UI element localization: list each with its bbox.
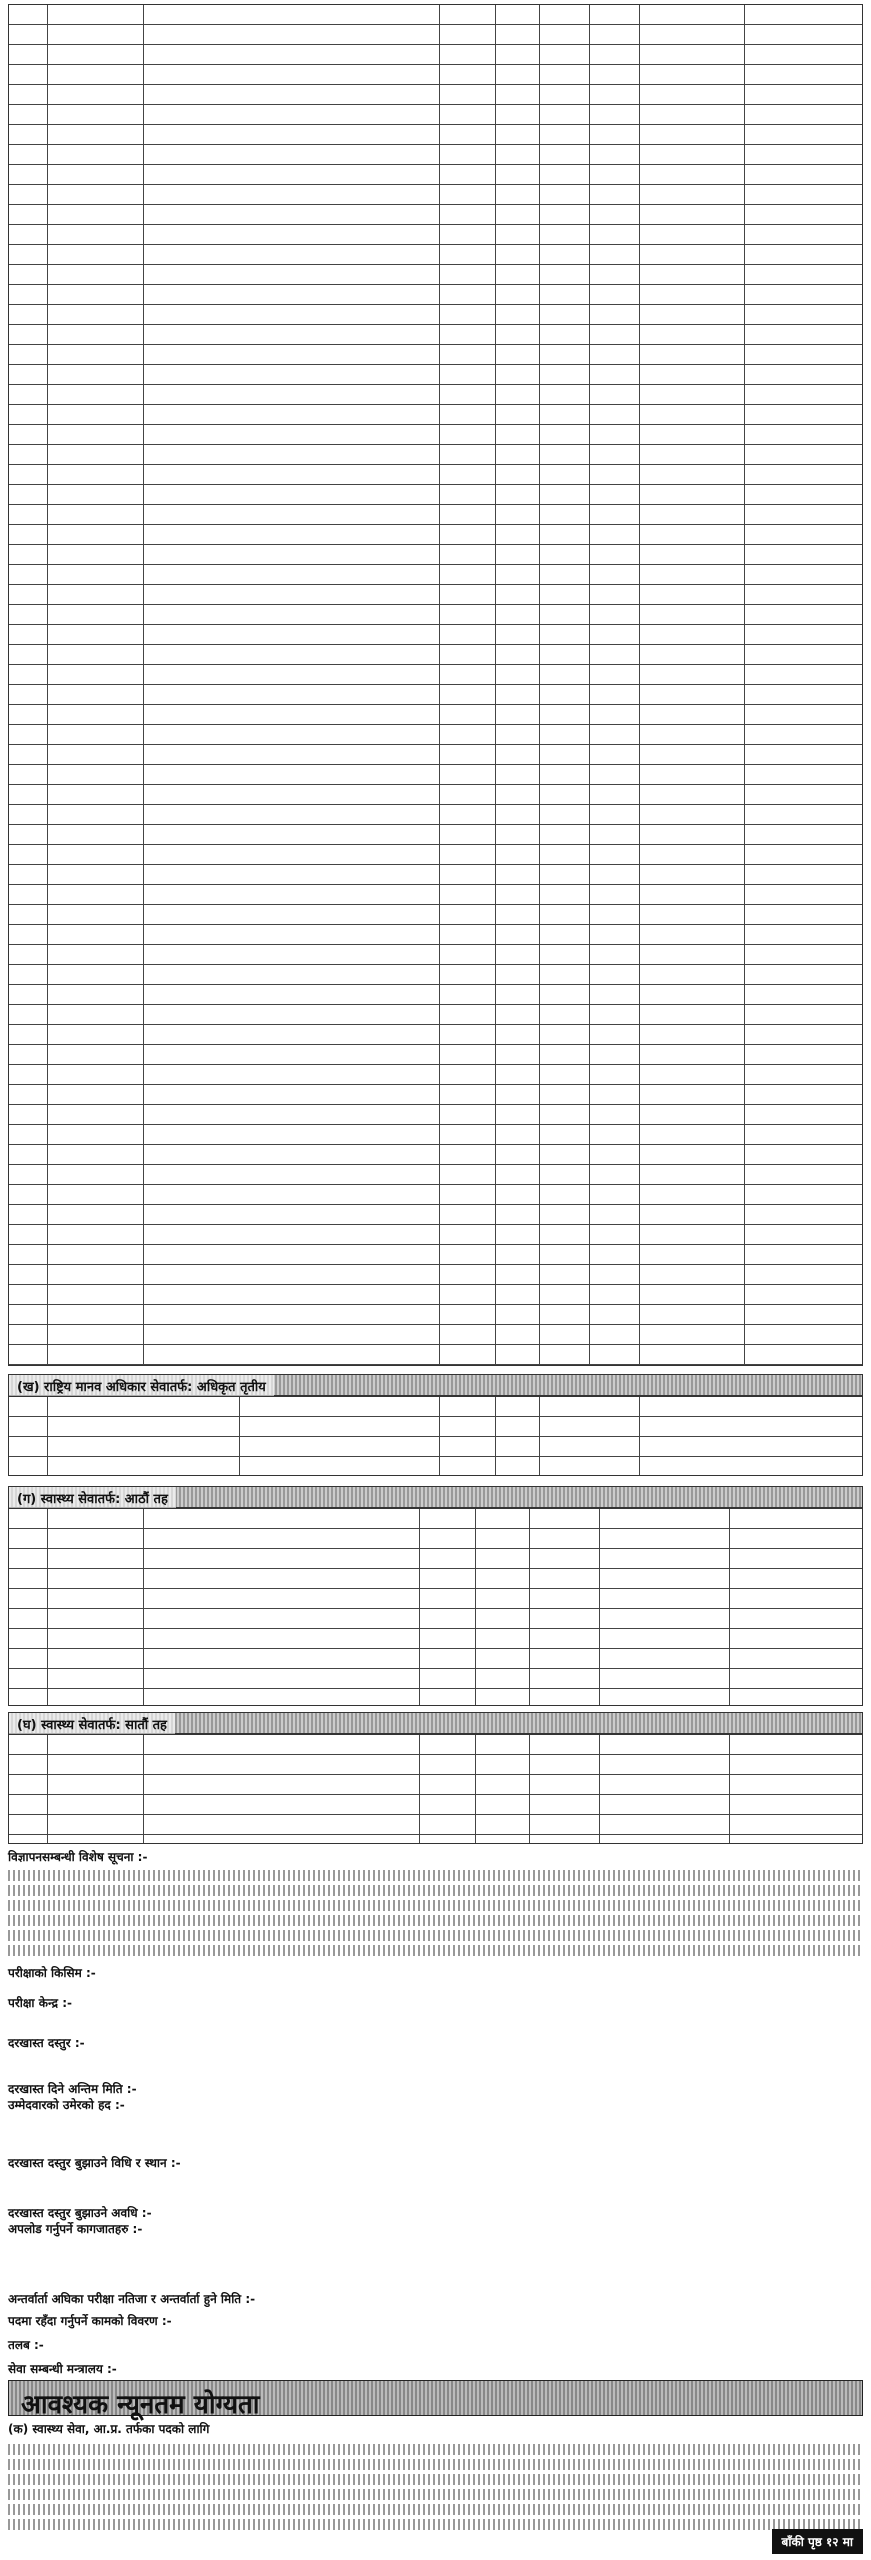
label-exam-center: परीक्षा केन्द्र :-: [8, 1996, 72, 2010]
label-duties: पदमा रहँदा गर्नुपर्ने कामको विवरण :-: [8, 2314, 172, 2328]
label-payment: दरखास्त दस्तुर बुझाउने विधि र स्थान :-: [8, 2156, 181, 2170]
qualification-paragraph: [8, 2440, 863, 2534]
notice-paragraph: [8, 1866, 863, 1960]
label-ministry: सेवा सम्बन्धी मन्त्रालय :-: [8, 2362, 117, 2376]
table-health-7: [8, 1734, 863, 1844]
label-salary: तलब :-: [8, 2338, 44, 2352]
label-deadline: दरखास्त दस्तुर बुझाउने अवधि :-: [8, 2206, 152, 2220]
qualification-sub: (क) स्वास्थ्य सेवा, आ.प्र. तर्फका पदको लागि: [8, 2422, 210, 2436]
table-human-rights: [8, 1396, 863, 1476]
page-continuation-tag: बाँकी पृष्ठ १२ मा: [772, 2529, 863, 2554]
label-last-date: दरखास्त दिने अन्तिम मिति :-: [8, 2082, 137, 2096]
label-exam-type: परीक्षाको किसिम :-: [8, 1966, 96, 1980]
table-health-8: [8, 1508, 863, 1706]
label-upload-docs: अपलोड गर्नुपर्ने कागजातहरु :-: [8, 2222, 143, 2236]
notice-title: विज्ञापनसम्बन्धी विशेष सूचना :-: [8, 1850, 148, 1864]
qualification-banner: आवश्यक न्यूनतम योग्यता: [8, 2380, 863, 2416]
label-final: अन्तर्वार्ता अघिका परीक्षा नतिजा र अन्तर्वार्ता हुने मिति :-: [8, 2292, 256, 2306]
section-header-health-7: (घ) स्वास्थ्य सेवातर्फ: सातौं तह: [8, 1712, 863, 1734]
label-fee: दरखास्त दस्तुर :-: [8, 2036, 85, 2050]
label-age: उम्मेदवारको उमेरको हद :-: [8, 2098, 125, 2112]
positions-table-top: [8, 4, 863, 1366]
section-header-human-rights: (ख) राष्ट्रिय मानव अधिकार सेवातर्फ: अधिकृत तृतीय: [8, 1374, 863, 1396]
section-header-health-8: (ग) स्वास्थ्य सेवातर्फ: आठौं तह: [8, 1486, 863, 1508]
